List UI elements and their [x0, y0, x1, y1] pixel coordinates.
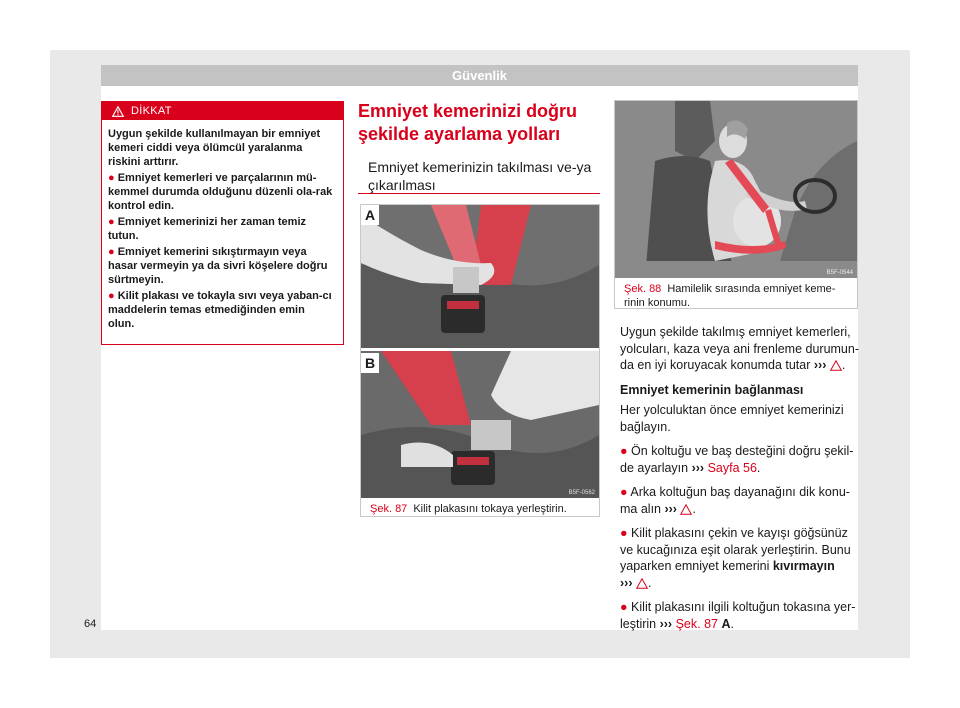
bullet-icon: ● — [108, 172, 115, 184]
figure-caption: Şek. 87 Kilit plakasını tokaya yerleştirin. — [370, 503, 567, 515]
warning-item: ● Emniyet kemerini sıkıştırmayın veya hasar vermeyin ya da sivri köşelere doğru sürtmeyin. — [108, 246, 328, 286]
chevron-icon: ››› — [691, 460, 705, 475]
bullet-icon: ● — [108, 290, 115, 302]
figure-ref: Şek. 87 — [370, 503, 408, 515]
bullet-icon: ● — [108, 216, 115, 228]
chapter-header: Güvenlik — [101, 65, 858, 86]
page-number: 64 — [84, 618, 97, 630]
list-item: ● Kilit plakasını ilgili koltuğun tokasına yer-leştirin ››› Şek. 87 A. — [620, 600, 856, 631]
figure-code: B5F-0544 — [826, 270, 853, 276]
pregnant-seatbelt-illustration — [615, 101, 857, 278]
list-item: ● Ön koltuğu ve baş desteğini doğru şekil-de ayarlayın ››› Sayfa 56. — [620, 444, 854, 475]
bullet-icon: ● — [620, 526, 628, 540]
bullet-icon: ● — [620, 600, 628, 614]
list-item: ● Kilit plakasını çekin ve kayışı göğsünüz ve kucağınıza eşit olarak yerleştirin. Bunu yaparken emniyet kemerini kıvırmayın ››› . — [620, 526, 851, 590]
buckle-illustration — [361, 205, 599, 498]
chevron-icon: ››› — [813, 358, 827, 372]
warning-item: ● Emniyet kemerleri ve parçalarının mü-kemmel durumda olduğunu düzenli ola-rak kontrol edin. — [108, 172, 333, 212]
right-column-text — [620, 324, 860, 640]
warning-header — [102, 102, 343, 120]
intro-paragraph: Uygun şekilde takılmış emniyet kemerleri, yolcuları, kaza veya ani frenleme durumun-da en iyi koruyacak konumda tutar ››› . — [620, 325, 860, 372]
figure-87 — [360, 204, 600, 517]
figure-ref: Şek. 88 — [624, 283, 662, 295]
figure-88 — [614, 100, 858, 309]
warning-label: DİKKAT — [131, 105, 172, 117]
section-title: Emniyet kemerinin bağlanması — [620, 382, 804, 397]
warning-triangle-icon — [636, 578, 648, 589]
warning-box — [101, 101, 344, 345]
warning-item: ● Kilit plakası ve tokayla sıvı veya yaban-cı maddelerin temas etmediğinden emin olun. — [108, 290, 332, 330]
warning-intro: Uygun şekilde kullanılmayan bir emniyet kemeri ciddi veya ölümcül yaralanma riskini arttırır. — [108, 128, 321, 168]
subheading-divider — [358, 193, 600, 194]
panel-label-b: B — [364, 355, 376, 371]
figure-link[interactable]: Şek. 87 — [675, 616, 718, 631]
bullet-icon: ● — [108, 246, 115, 258]
section-subheading: Emniyet kemerinizin takılması ve-ya çıkarılması — [368, 159, 592, 193]
warning-triangle-icon — [680, 504, 692, 515]
chevron-icon: ››› — [664, 501, 677, 516]
emphasis: kıvırmayın — [772, 559, 835, 573]
section-heading: Emniyet kemerinizi doğru şekilde ayarlama yolları — [358, 101, 578, 144]
figure-caption: Şek. 88 Hamilelik sırasında emniyet keme-rinin konumu. — [624, 283, 836, 309]
warning-triangle-icon — [830, 360, 842, 371]
warning-triangle-icon — [112, 106, 124, 117]
figure-panel-ref: A — [721, 616, 731, 631]
chevron-icon: ››› — [659, 616, 673, 631]
section-intro: Her yolculuktan önce emniyet kemerinizi bağlayın. — [620, 403, 844, 434]
bullet-icon: ● — [620, 485, 628, 499]
figure-code: B5F-0562 — [568, 490, 595, 496]
panel-label-a: A — [364, 207, 376, 223]
warning-body — [102, 120, 343, 331]
page-link[interactable]: Sayfa 56 — [707, 460, 757, 475]
warning-item: ● Emniyet kemerinizi her zaman temiz tutun. — [108, 216, 307, 242]
list-item: ● Arka koltuğun baş dayanağını dik konu-ma alın ››› . — [620, 485, 850, 516]
bullet-icon: ● — [620, 444, 628, 458]
chevron-icon: ››› — [620, 575, 633, 590]
